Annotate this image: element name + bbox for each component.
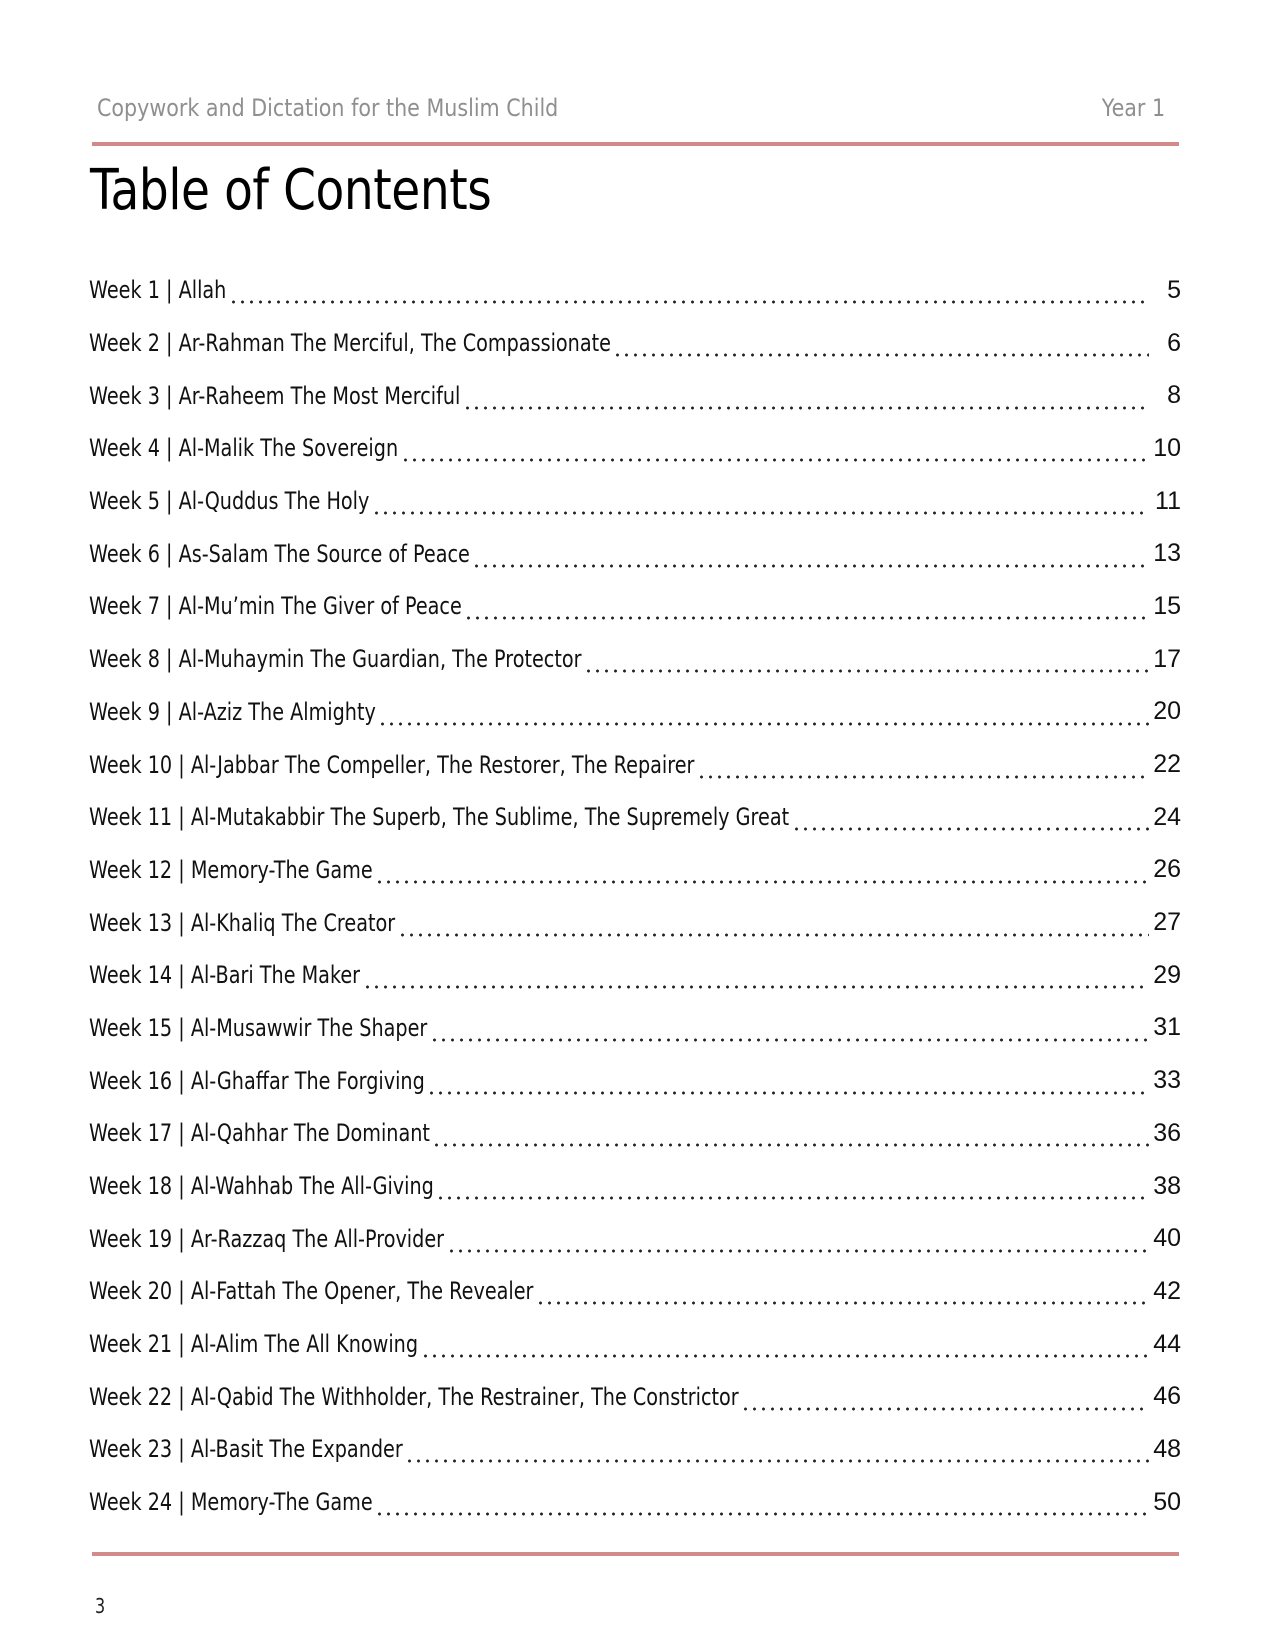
toc-entry-label-wrap <box>89 803 790 831</box>
toc-entry-page: 50 <box>1153 1487 1181 1516</box>
toc-dot-leader <box>584 653 1149 675</box>
toc-entry[interactable] <box>89 844 1181 897</box>
toc-entry-label-wrap <box>89 698 376 726</box>
toc-entry-page: 27 <box>1153 908 1181 937</box>
toc-dot-leader <box>472 548 1149 570</box>
toc-entry-label-wrap <box>89 382 461 410</box>
toc-entry-label-wrap <box>89 540 470 568</box>
toc-entry-page: 33 <box>1153 1066 1181 1095</box>
toc-entry-label: Week 6 | As-Salam The Source of Peace <box>89 539 470 568</box>
toc-dot-leader <box>792 811 1149 833</box>
toc-entry-label: Week 13 | Al-Khaliq The Creator <box>89 908 396 937</box>
toc-dot-leader <box>427 1075 1149 1097</box>
running-header <box>97 90 1166 126</box>
header-divider <box>92 142 1179 146</box>
page-number: 3 <box>95 1594 106 1618</box>
toc-dot-leader <box>463 390 1149 412</box>
toc-entry[interactable] <box>89 1160 1181 1213</box>
toc-dot-leader <box>401 442 1149 464</box>
toc-entry[interactable] <box>89 580 1181 633</box>
toc-entry-label-wrap <box>89 1435 403 1463</box>
toc-entry-page: 15 <box>1153 591 1181 620</box>
toc-entry-label: Week 24 | Memory-The Game <box>89 1488 373 1517</box>
toc-dot-leader <box>363 969 1149 991</box>
toc-entry-label-wrap <box>89 751 695 779</box>
toc-entry-label: Week 19 | Ar-Razzaq The All-Provider <box>89 1224 445 1253</box>
toc-dot-leader <box>378 706 1149 728</box>
table-of-contents <box>89 264 1181 1529</box>
toc-entry-label: Week 3 | Ar-Raheem The Most Merciful <box>89 381 461 410</box>
toc-entry[interactable] <box>89 1318 1181 1371</box>
toc-entry[interactable] <box>89 738 1181 791</box>
toc-entry-label: Week 20 | Al-Fattah The Opener, The Revealer <box>89 1277 534 1306</box>
toc-entry-page: 20 <box>1153 697 1181 726</box>
toc-entry[interactable] <box>89 264 1181 317</box>
toc-entry[interactable] <box>89 791 1181 844</box>
toc-dot-leader <box>375 1496 1149 1518</box>
toc-entry-label-wrap <box>89 645 582 673</box>
toc-entry-page: 8 <box>1167 381 1181 410</box>
toc-entry[interactable] <box>89 1107 1181 1160</box>
toc-entry-page: 26 <box>1153 855 1181 884</box>
toc-entry-label-wrap <box>89 1067 425 1095</box>
toc-entry-label-wrap <box>89 592 462 620</box>
toc-entry-label: Week 16 | Al-Ghaffar The Forgiving <box>89 1066 425 1095</box>
toc-entry[interactable] <box>89 1054 1181 1107</box>
toc-entry-label: Week 8 | Al-Muhaymin The Guardian, The Protector <box>89 645 582 674</box>
toc-entry-label: Week 9 | Al-Aziz The Almighty <box>89 697 376 726</box>
toc-entry[interactable] <box>89 1476 1181 1529</box>
toc-dot-leader <box>432 1127 1149 1149</box>
toc-entry[interactable] <box>89 1370 1181 1423</box>
toc-dot-leader <box>430 1022 1149 1044</box>
toc-entry-label: Week 7 | Al-Mu’min The Giver of Peace <box>89 592 462 621</box>
toc-entry[interactable] <box>89 686 1181 739</box>
toc-entry[interactable] <box>89 1265 1181 1318</box>
toc-entry-page: 42 <box>1153 1276 1181 1305</box>
toc-entry-label: Week 17 | Al-Qahhar The Dominant <box>89 1119 430 1148</box>
toc-entry-page: 10 <box>1153 433 1181 462</box>
toc-entry-page: 40 <box>1153 1224 1181 1253</box>
toc-dot-leader <box>447 1233 1149 1255</box>
toc-entry[interactable] <box>89 633 1181 686</box>
toc-entry-page: 5 <box>1167 275 1181 304</box>
toc-entry-page: 29 <box>1153 960 1181 989</box>
toc-dot-leader <box>229 284 1149 306</box>
toc-dot-leader <box>405 1443 1149 1465</box>
toc-entry[interactable] <box>89 1212 1181 1265</box>
toc-entry-label-wrap <box>89 434 399 462</box>
toc-entry-page: 24 <box>1153 802 1181 831</box>
year-label: Year 1 <box>1101 94 1166 122</box>
toc-dot-leader <box>436 1180 1149 1202</box>
toc-entry-label: Week 23 | Al-Basit The Expander <box>89 1435 403 1464</box>
toc-entry[interactable] <box>89 949 1181 1002</box>
toc-entry-label-wrap <box>89 276 227 304</box>
toc-entry[interactable] <box>89 422 1181 475</box>
toc-dot-leader <box>613 337 1149 359</box>
toc-entry-page: 46 <box>1153 1382 1181 1411</box>
toc-entry[interactable] <box>89 317 1181 370</box>
toc-entry-label: Week 22 | Al-Qabid The Withholder, The Restrainer, The Constrictor <box>89 1382 739 1411</box>
toc-entry-page: 13 <box>1153 539 1181 568</box>
toc-entry-label: Week 14 | Al-Bari The Maker <box>89 961 361 990</box>
toc-entry-label-wrap <box>89 1330 419 1358</box>
toc-entry-label: Week 18 | Al-Wahhab The All-Giving <box>89 1172 434 1201</box>
book-title: Copywork and Dictation for the Muslim Child <box>97 94 559 122</box>
toc-entry-label: Week 10 | Al-Jabbar The Compeller, The Restorer, The Repairer <box>89 750 695 779</box>
toc-dot-leader <box>372 495 1149 517</box>
toc-entry-label: Week 1 | Allah <box>89 276 227 305</box>
toc-entry-label: Week 12 | Memory-The Game <box>89 855 373 884</box>
toc-dot-leader <box>741 1391 1149 1413</box>
toc-entry-label-wrap <box>89 487 370 515</box>
toc-entry-page: 17 <box>1153 644 1181 673</box>
toc-entry-page: 31 <box>1153 1013 1181 1042</box>
toc-dot-leader <box>464 600 1149 622</box>
toc-entry-label-wrap <box>89 1014 428 1042</box>
toc-entry-page: 36 <box>1153 1118 1181 1147</box>
toc-entry-label: Week 4 | Al-Malik The Sovereign <box>89 434 399 463</box>
toc-entry-page: 48 <box>1153 1434 1181 1463</box>
toc-entry-label-wrap <box>89 1119 430 1147</box>
toc-entry-page: 44 <box>1153 1329 1181 1358</box>
toc-entry[interactable] <box>89 1002 1181 1055</box>
toc-entry[interactable] <box>89 1423 1181 1476</box>
toc-dot-leader <box>536 1285 1149 1307</box>
toc-entry-page: 11 <box>1155 486 1181 515</box>
footer-divider <box>92 1552 1179 1556</box>
toc-entry-label-wrap <box>89 1277 534 1305</box>
toc-entry-label: Week 2 | Ar-Rahman The Merciful, The Compassionate <box>89 329 611 358</box>
toc-entry-label-wrap <box>89 856 373 884</box>
toc-entry[interactable] <box>89 369 1181 422</box>
toc-entry-label-wrap <box>89 329 611 357</box>
toc-entry-label: Week 11 | Al-Mutakabbir The Superb, The Sublime, The Supremely Great <box>89 803 790 832</box>
toc-dot-leader <box>398 917 1149 939</box>
toc-entry-label: Week 15 | Al-Musawwir The Shaper <box>89 1013 428 1042</box>
toc-entry-label-wrap <box>89 1172 434 1200</box>
toc-entry-label-wrap <box>89 1383 739 1411</box>
toc-dot-leader <box>421 1338 1149 1360</box>
toc-entry[interactable] <box>89 475 1181 528</box>
toc-dot-leader <box>375 864 1149 886</box>
toc-entry-label-wrap <box>89 909 396 937</box>
toc-entry-page: 6 <box>1167 328 1181 357</box>
toc-entry-label: Week 21 | Al-Alim The All Knowing <box>89 1330 419 1359</box>
toc-entry-label-wrap <box>89 1488 373 1516</box>
toc-entry-page: 38 <box>1153 1171 1181 1200</box>
toc-entry[interactable] <box>89 527 1181 580</box>
toc-entry-label-wrap <box>89 1225 445 1253</box>
page-title: Table of Contents <box>90 158 492 223</box>
toc-entry-page: 22 <box>1153 750 1181 779</box>
toc-entry[interactable] <box>89 896 1181 949</box>
toc-entry-label-wrap <box>89 961 361 989</box>
toc-dot-leader <box>697 759 1149 781</box>
toc-entry-label: Week 5 | Al-Quddus The Holy <box>89 487 370 516</box>
